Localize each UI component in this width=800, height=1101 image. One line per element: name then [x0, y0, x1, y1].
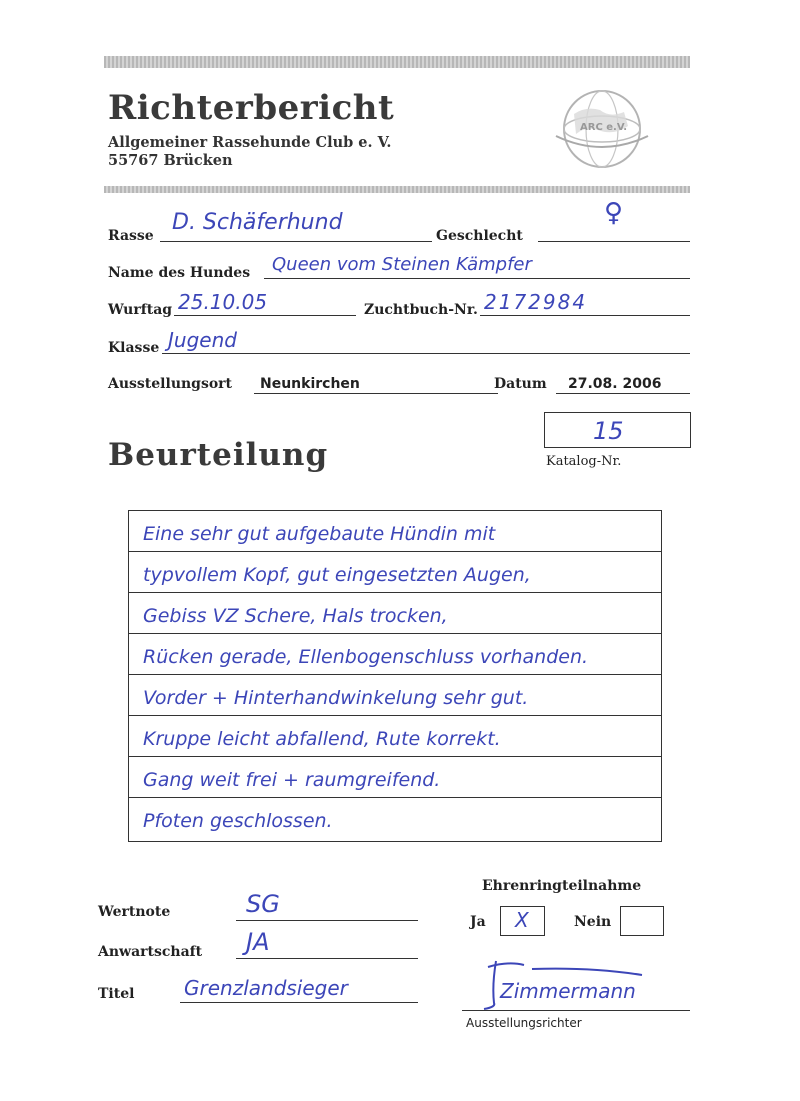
- anwartschaft-label: Anwartschaft: [98, 944, 203, 960]
- zuchtbuch-label: Zuchtbuch-Nr.: [364, 302, 478, 318]
- evaluation-line: [129, 634, 661, 675]
- wurftag-label: Wurftag: [108, 302, 173, 318]
- evaluation-text: Rücken gerade, Ellenbogenschluss vorhanden.: [143, 646, 589, 668]
- titel-line: [180, 1002, 418, 1003]
- anwartschaft-value: JA: [246, 928, 270, 956]
- wertnote-line: [236, 920, 418, 921]
- name-line: [264, 278, 690, 279]
- ort-line: [254, 393, 498, 394]
- evaluation-line: [129, 757, 661, 798]
- ja-check-mark: X: [515, 908, 529, 932]
- ort-label: Ausstellungsort: [108, 376, 233, 392]
- divider-band: [104, 186, 690, 193]
- richter-label: Ausstellungsrichter: [466, 1016, 582, 1030]
- nein-checkbox[interactable]: [620, 906, 664, 936]
- evaluation-text: Kruppe leicht abfallend, Rute korrekt.: [143, 728, 501, 750]
- rasse-line: [160, 241, 432, 242]
- rasse-value: D. Schäferhund: [172, 210, 343, 235]
- evaluation-line: [129, 675, 661, 716]
- club-address: 55767 Brücken: [108, 152, 233, 169]
- katalog-label: Katalog-Nr.: [546, 454, 622, 469]
- club-logo: [552, 84, 652, 174]
- signature-text: Zimmermann: [500, 979, 636, 1003]
- evaluation-line: [129, 593, 661, 634]
- name-value: Queen vom Steinen Kämpfer: [272, 254, 532, 275]
- rasse-label: Rasse: [108, 228, 154, 244]
- evaluation-text: Pfoten geschlossen.: [143, 810, 333, 832]
- datum-line: [556, 393, 690, 394]
- evaluation-text: Eine sehr gut aufgebaute Hündin mit: [143, 523, 496, 545]
- nein-label: Nein: [574, 914, 612, 930]
- katalog-value: 15: [593, 417, 624, 445]
- geschlecht-label: Geschlecht: [436, 228, 523, 244]
- page-title: Richterbericht: [108, 88, 395, 128]
- wertnote-label: Wertnote: [98, 904, 171, 920]
- name-label: Name des Hundes: [108, 265, 251, 281]
- signature-line: [462, 1010, 690, 1011]
- richter-signature: [466, 955, 676, 1015]
- club-name: Allgemeiner Rassehunde Club e. V.: [108, 134, 392, 151]
- ehrenring-label: Ehrenringteilnahme: [482, 878, 642, 894]
- evaluation-text: Gang weit frei + raumgreifend.: [143, 769, 441, 791]
- klasse-label: Klasse: [108, 340, 160, 356]
- katalog-box: [544, 412, 691, 448]
- datum-label: Datum: [494, 376, 547, 392]
- wertnote-value: SG: [246, 890, 280, 918]
- datum-value: 27.08. 2006: [568, 376, 662, 392]
- titel-label: Titel: [98, 986, 135, 1002]
- klasse-line: [162, 353, 690, 354]
- beurteilung-heading: Beurteilung: [108, 437, 329, 473]
- wurftag-value: 25.10.05: [178, 290, 268, 314]
- zuchtbuch-line: [480, 315, 690, 316]
- evaluation-line: [129, 716, 661, 757]
- geschlecht-value: ♀: [604, 198, 624, 228]
- ja-checkbox[interactable]: [500, 906, 545, 936]
- logo-lettering: ARC e.V.: [580, 122, 628, 133]
- evaluation-line: [129, 552, 661, 593]
- geschlecht-line: [538, 241, 690, 242]
- evaluation-box: [128, 510, 662, 842]
- evaluation-text: Gebiss VZ Schere, Hals trocken,: [143, 605, 448, 627]
- zuchtbuch-value: 2172984: [484, 290, 588, 314]
- evaluation-line: [129, 511, 661, 552]
- top-band: [104, 56, 690, 68]
- anwartschaft-line: [236, 958, 418, 959]
- evaluation-text: typvollem Kopf, gut eingesetzten Augen,: [143, 564, 531, 586]
- wurftag-line: [174, 315, 356, 316]
- ja-label: Ja: [470, 914, 486, 930]
- evaluation-line: [129, 798, 661, 839]
- titel-value: Grenzlandsieger: [184, 976, 348, 1000]
- evaluation-text: Vorder + Hinterhandwinkelung sehr gut.: [143, 687, 529, 709]
- ort-value: Neunkirchen: [260, 376, 360, 392]
- klasse-value: Jugend: [168, 328, 237, 352]
